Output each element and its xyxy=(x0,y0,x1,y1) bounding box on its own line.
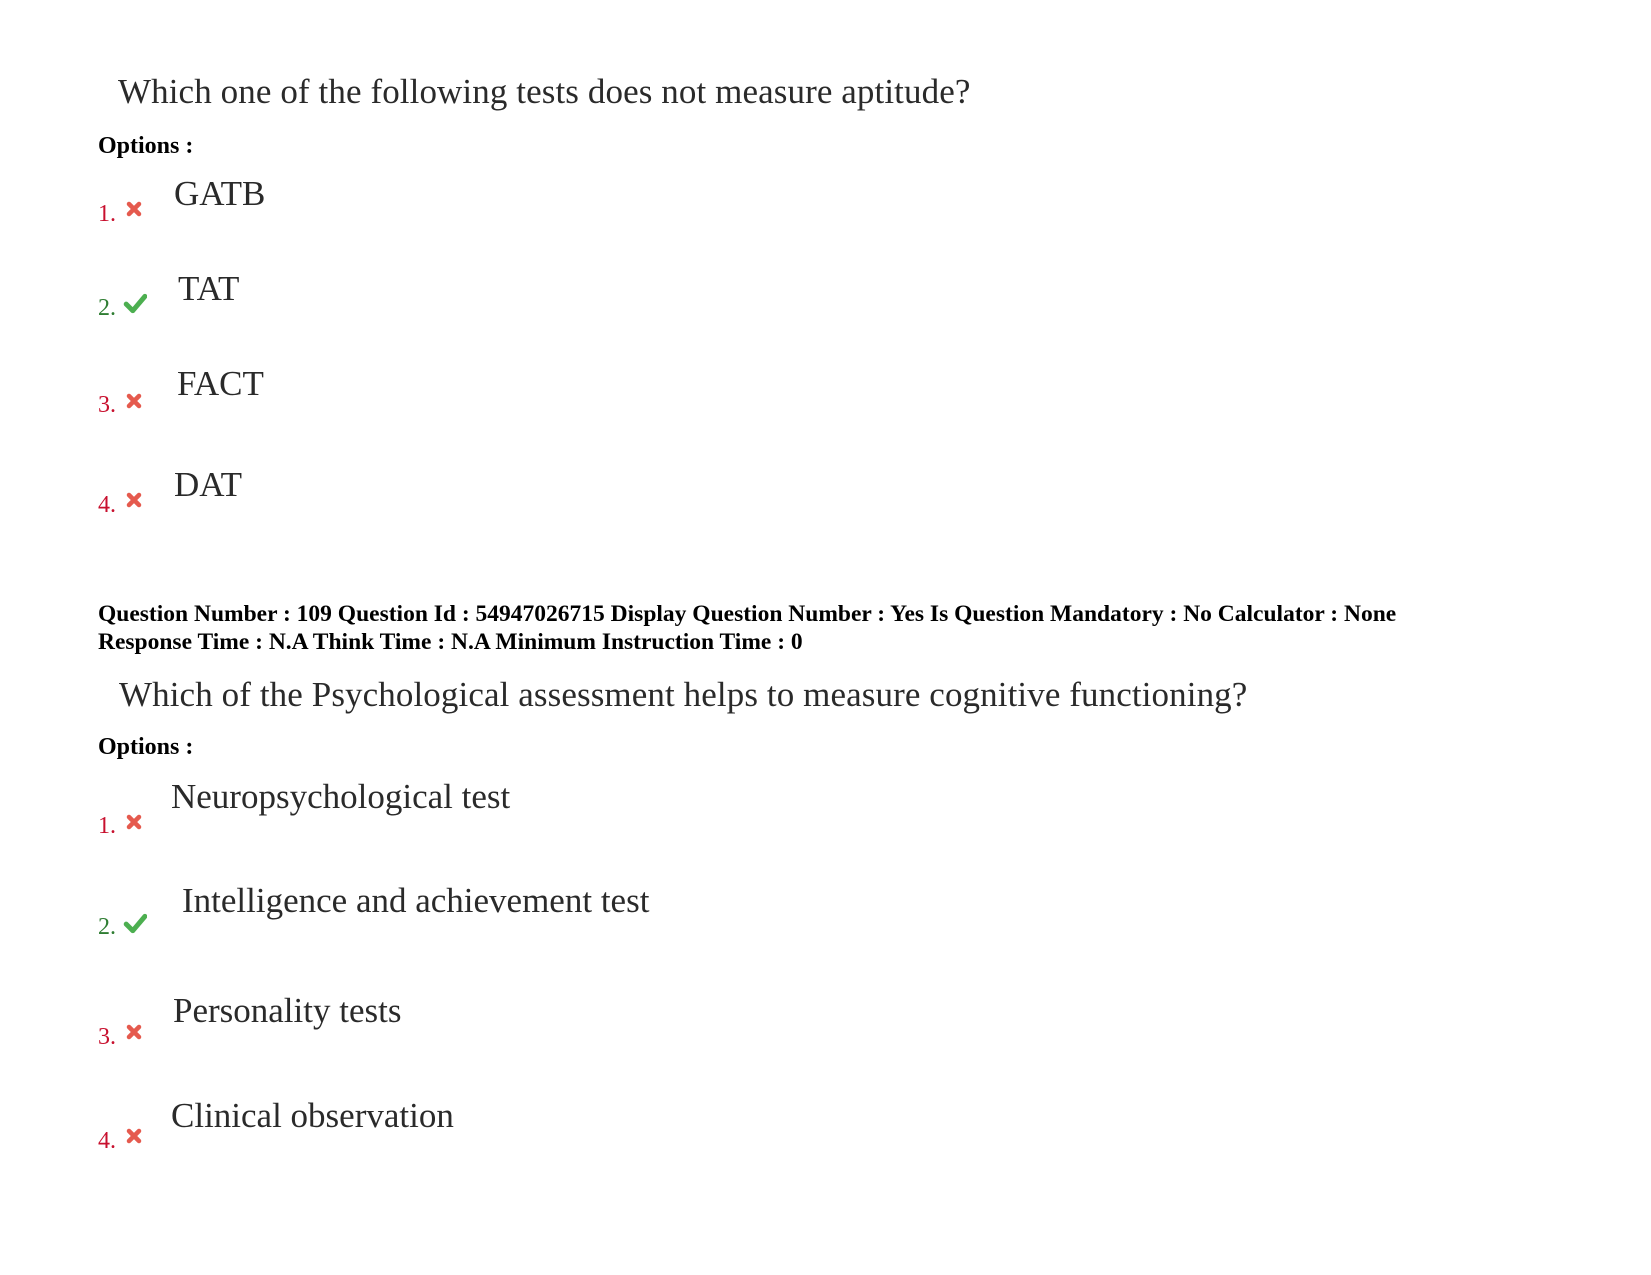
option-number: 3. xyxy=(98,392,116,418)
cross-icon xyxy=(124,1126,144,1146)
option-text: Intelligence and achievement test xyxy=(182,881,650,920)
option-text: FACT xyxy=(177,364,264,403)
check-icon xyxy=(123,912,147,934)
option-text: Neuropsychological test xyxy=(171,777,511,816)
option-text: DAT xyxy=(174,465,243,504)
cross-icon xyxy=(124,490,144,510)
question-2-meta-line-1: Question Number : 109 Question Id : 54947026715 Display Question Number : Yes Is Question Mandatory : No Calculator : None xyxy=(98,601,1397,627)
option-text: Clinical observation xyxy=(171,1096,454,1135)
option-text: Personality tests xyxy=(173,991,402,1030)
question-1-options-label: Options : xyxy=(98,133,194,159)
question-2-text: Which of the Psychological assessment helps to measure cognitive functioning? xyxy=(119,675,1248,714)
option-number: 2. xyxy=(98,295,116,321)
cross-icon xyxy=(124,812,144,832)
option-number: 4. xyxy=(98,492,116,518)
question-1-text: Which one of the following tests does not measure aptitude? xyxy=(118,72,971,111)
option-text: GATB xyxy=(174,174,266,213)
option-number: 1. xyxy=(98,813,116,839)
option-number: 4. xyxy=(98,1128,116,1154)
option-number: 3. xyxy=(98,1024,116,1050)
question-2-meta-line-2: Response Time : N.A Think Time : N.A Minimum Instruction Time : 0 xyxy=(98,629,803,655)
check-icon xyxy=(123,292,147,314)
option-text: TAT xyxy=(178,269,240,308)
cross-icon xyxy=(124,199,144,219)
cross-icon xyxy=(124,391,144,411)
option-number: 2. xyxy=(98,914,116,940)
question-2-options-label: Options : xyxy=(98,734,194,760)
cross-icon xyxy=(124,1022,144,1042)
option-number: 1. xyxy=(98,201,116,227)
